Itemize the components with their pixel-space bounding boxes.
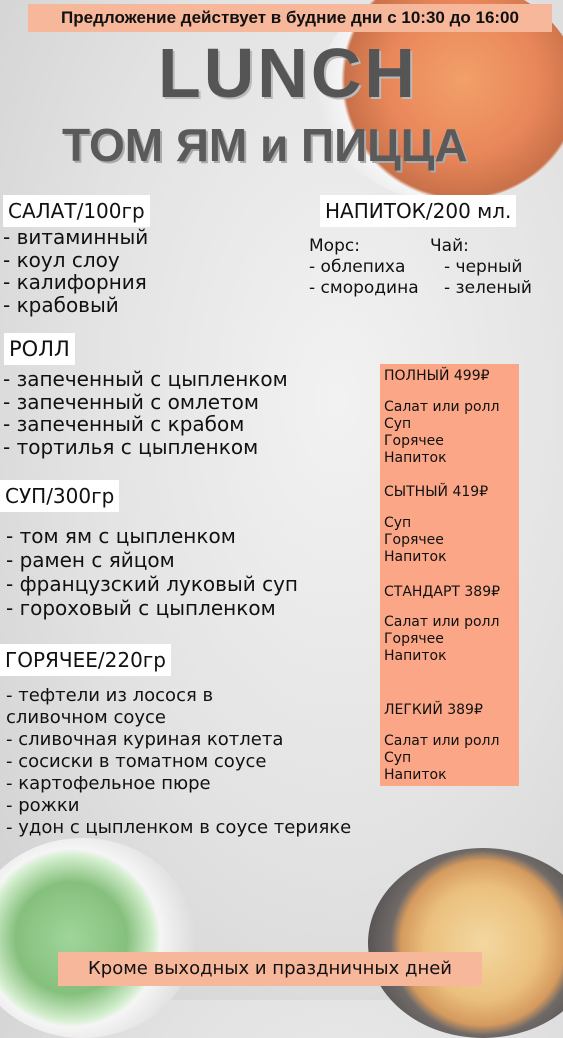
list-item: - облепиха bbox=[309, 257, 406, 277]
drink-heading: НАПИТОК/200 мл. bbox=[320, 195, 516, 227]
salad-photo bbox=[0, 838, 195, 1038]
combo-hearty bbox=[384, 484, 488, 566]
list-item: - тортилья с цыпленком bbox=[3, 434, 259, 459]
list-item: - витаминный bbox=[3, 225, 149, 249]
list-item: - гороховый с цыпленком bbox=[6, 596, 276, 620]
list-item: - картофельное пюре bbox=[6, 773, 211, 794]
list-item: - крабовый bbox=[3, 292, 119, 317]
list-item: - черный bbox=[444, 257, 523, 277]
mors-list bbox=[309, 257, 419, 299]
offer-banner: Предложение действует в будние дни с 10:30 до 16:00 bbox=[28, 4, 552, 32]
list-item: сливочном соусе bbox=[6, 707, 166, 728]
combo-light bbox=[384, 702, 499, 784]
list-item: - сливочная куриная котлета bbox=[6, 729, 284, 750]
list-item: - французский луковый суп bbox=[6, 572, 298, 596]
list-item: Напиток bbox=[384, 549, 447, 565]
salad-list bbox=[3, 226, 148, 316]
combo-title: СТАНДАРТ 389₽ bbox=[384, 584, 501, 600]
list-item: - коул слоу bbox=[3, 247, 120, 272]
salad-heading: САЛАТ/100гр bbox=[3, 195, 150, 227]
weekend-note-banner: Кроме выходных и праздничных дней bbox=[58, 952, 482, 986]
list-item: Суп bbox=[384, 515, 412, 531]
list-item: - удон с цыпленком в соусе терияке bbox=[6, 817, 352, 838]
soup-list bbox=[6, 524, 298, 620]
combo-title: СЫТНЫЙ 419₽ bbox=[384, 484, 489, 500]
list-item: - зеленый bbox=[444, 278, 532, 298]
list-item: Суп bbox=[384, 416, 412, 432]
list-item: Салат или ролл bbox=[384, 614, 500, 630]
list-item: - рамен с яйцом bbox=[6, 548, 175, 572]
hot-heading: ГОРЯЧЕЕ/220гр bbox=[0, 644, 171, 676]
list-item: - калифорния bbox=[3, 270, 147, 294]
list-item: - запеченный с омлетом bbox=[3, 389, 260, 414]
list-item: - тефтели из лосося в bbox=[6, 685, 214, 706]
list-item: - рожки bbox=[6, 795, 80, 816]
mors-label: Морс: bbox=[309, 236, 360, 256]
list-item: - том ям с цыпленком bbox=[6, 524, 236, 548]
list-item: - запеченный с крабом bbox=[3, 412, 245, 436]
roll-heading: РОЛЛ bbox=[4, 333, 75, 365]
pasta-photo bbox=[368, 848, 563, 1038]
combo-standard bbox=[384, 584, 500, 665]
list-item: - запеченный с цыпленком bbox=[3, 367, 288, 391]
list-item: Суп bbox=[384, 750, 412, 766]
list-item: Горячее bbox=[384, 532, 444, 548]
hot-list bbox=[6, 685, 351, 839]
list-item: Салат или ролл bbox=[384, 399, 500, 415]
list-item: Напиток bbox=[384, 767, 447, 783]
list-item: - смородина bbox=[309, 278, 419, 298]
page-subtitle: ТОМ ЯМ и ПИЦЦА bbox=[62, 119, 468, 171]
soup-heading: СУП/300гр bbox=[0, 480, 119, 512]
list-item: Напиток bbox=[384, 648, 447, 664]
combo-title: ЛЕГКИЙ 389₽ bbox=[384, 702, 483, 718]
tea-list bbox=[444, 257, 532, 299]
list-item: Напиток bbox=[384, 450, 447, 466]
list-item: Горячее bbox=[384, 631, 444, 647]
list-item: Горячее bbox=[384, 433, 444, 449]
list-item: Салат или ролл bbox=[384, 733, 500, 749]
list-item: - сосиски в томатном соусе bbox=[6, 751, 267, 772]
roll-list bbox=[3, 368, 288, 458]
page-title: LUNCH bbox=[158, 34, 418, 112]
combo-full bbox=[384, 368, 499, 467]
combo-title: ПОЛНЫЙ 499₽ bbox=[384, 368, 490, 384]
tea-label: Чай: bbox=[430, 236, 469, 256]
